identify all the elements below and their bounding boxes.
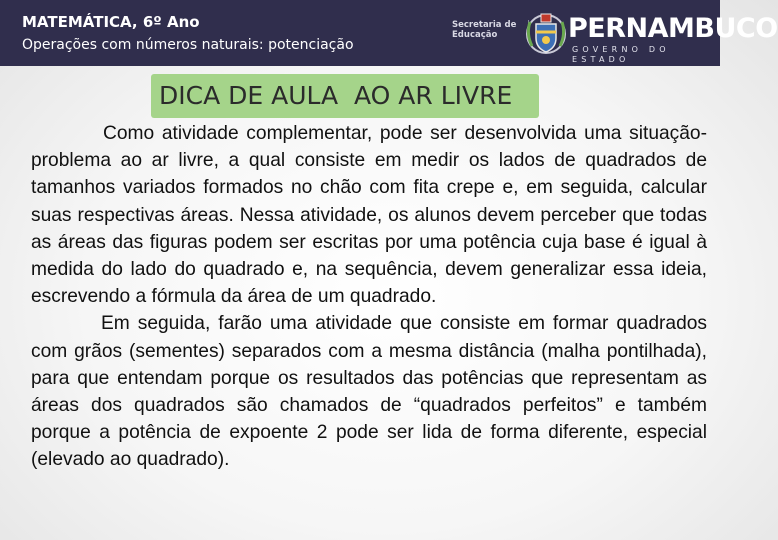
secretariat-line-2: Educação bbox=[452, 30, 498, 40]
state-coat-of-arms-icon bbox=[524, 10, 568, 58]
tip-banner: DICA DE AULA AO AR LIVRE bbox=[151, 74, 539, 118]
brand-name: PERNAMBUCO bbox=[568, 13, 778, 44]
secretariat-label bbox=[452, 20, 529, 40]
paragraph-1: Como atividade complementar, pode ser desenvolvida uma situação-problema ao ar livre, a qual consiste em medir os lados de quadrados de tamanhos variados formados no chão com fita crepe e, em seguida, calcular suas respectivas áreas. Nessa atividade, os alunos devem perceber que todas as áreas das figuras podem ser escritas por uma potência cuja base é igual à medida do lado do quadrado e, na sequência, devem generalizar essa ideia, escrevendo a fórmula da área de um quadrado. bbox=[31, 123, 707, 308]
header-subtitle: Operações com números naturais: potenciação bbox=[22, 37, 354, 53]
header-bar bbox=[0, 0, 778, 66]
paragraph-2: Em seguida, farão uma atividade que consiste em formar quadrados com grãos (sementes) separados com a mesma distância (malha pontilhada), para que entendam porque os resultados das potências que representam as áreas dos quadrados são chamados de “quadrados perfeitos” e também porque a potência de expoente 2 pode ser lida de forma diferente, especial (elevado ao quadrado). bbox=[31, 313, 707, 471]
brand-subtitle: GOVERNO DO ESTADO bbox=[572, 45, 670, 64]
secretariat-line-1: Secretaria de bbox=[452, 20, 517, 30]
header-title: MATEMÁTICA, 6º Ano bbox=[22, 13, 200, 31]
content-body bbox=[31, 120, 707, 474]
